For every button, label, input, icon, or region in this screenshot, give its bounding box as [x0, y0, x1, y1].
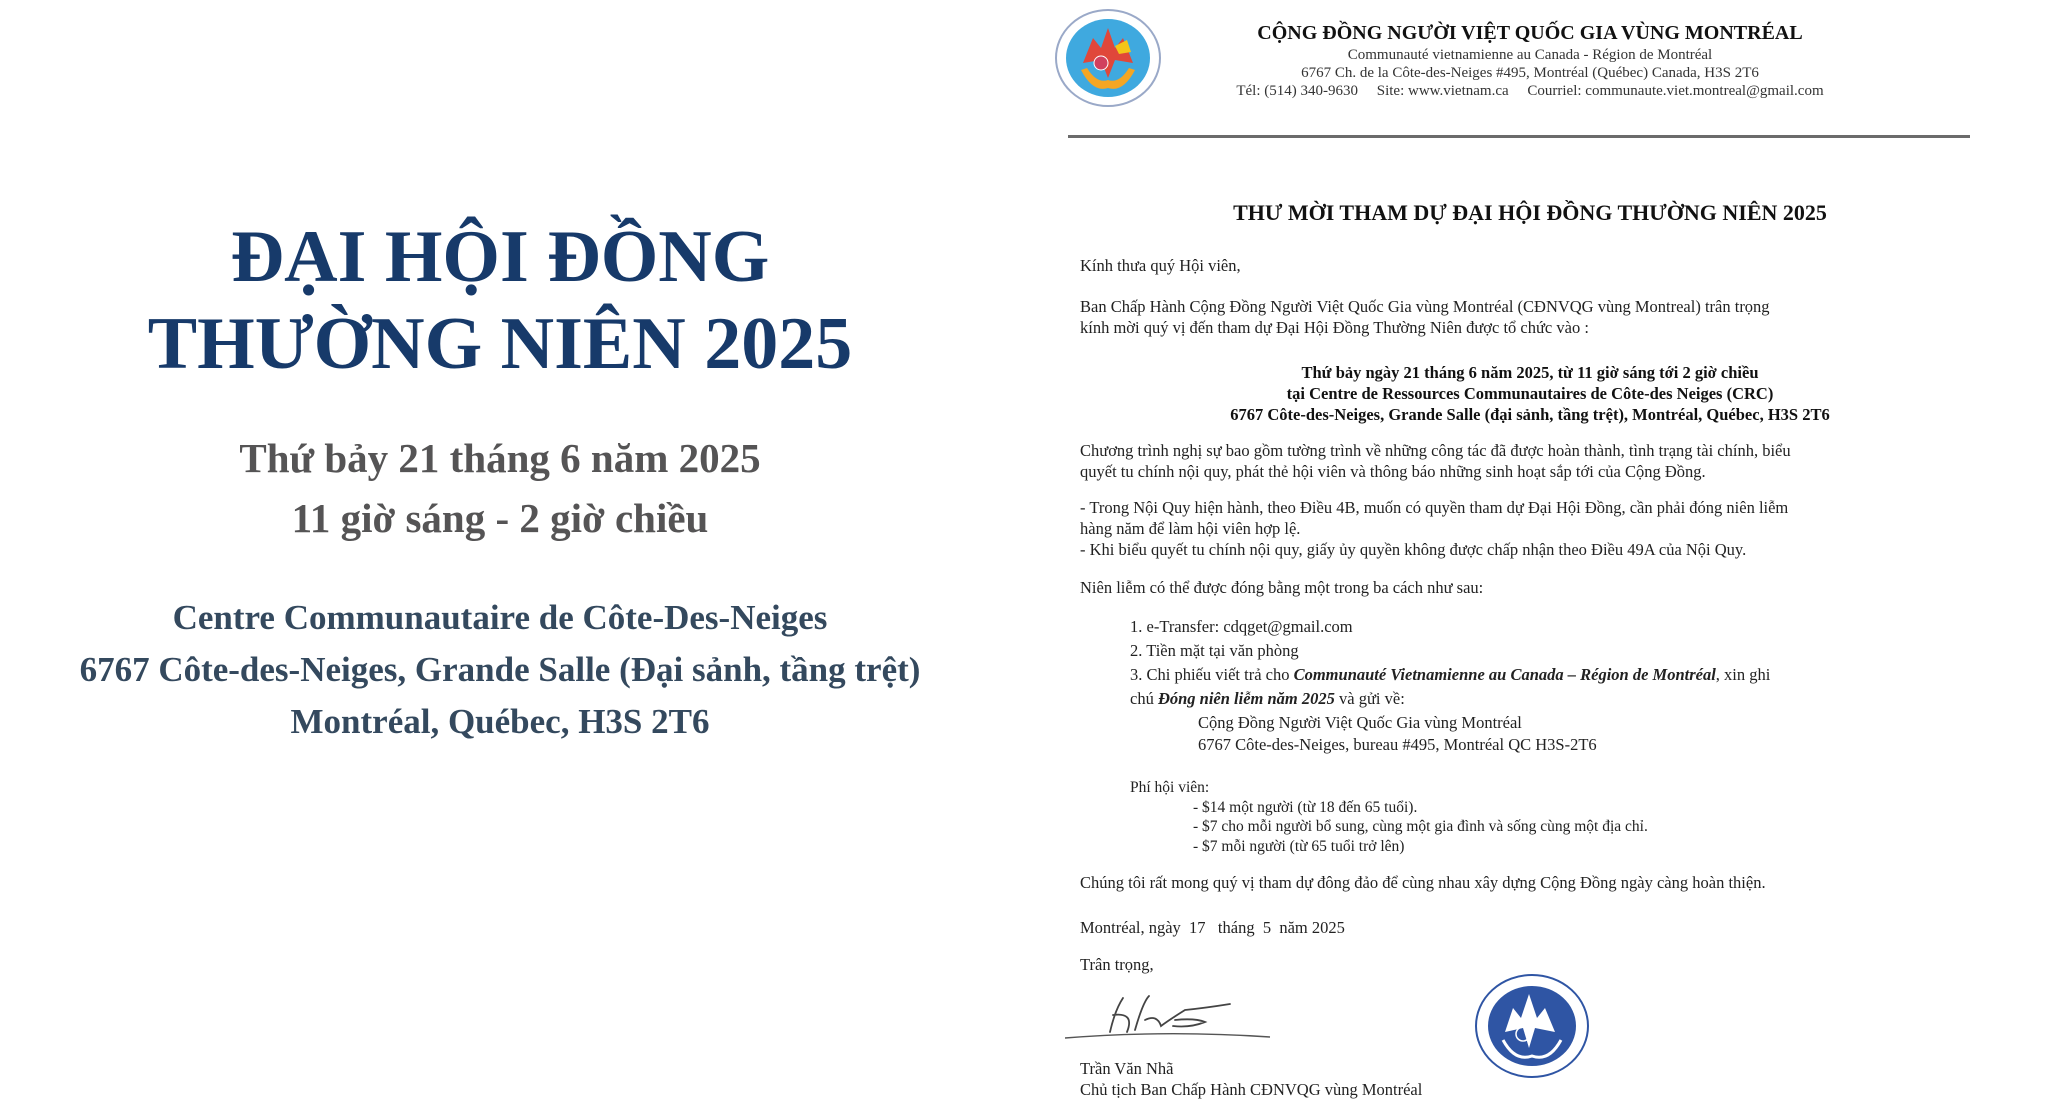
agenda-line: quyết tu chính nội quy, phát thẻ hội viên và thông báo những sinh hoạt sắp tới của Cộng Đồng.	[1080, 462, 1706, 481]
intro-line: Ban Chấp Hành Cộng Đồng Người Việt Quốc Gia vùng Montréal (CĐNVQG vùng Montreal) trân trọng	[1080, 297, 1770, 316]
payment-method-etransfer: 1. e-Transfer: cdqget@gmail.com	[1130, 617, 1353, 636]
salutation: Kính thưa quý Hội viên,	[1080, 256, 1241, 275]
cheque-payee: Communauté Vietnamienne au Canada – Région de Montréal	[1293, 665, 1716, 684]
event-address: 6767 Côte-des-Neiges, Grande Salle (đại sảnh, tầng trệt), Montréal, Québec, H3S 2T6	[1230, 405, 1830, 424]
mailing-name: Cộng Đồng Người Việt Quốc Gia vùng Montréal	[1198, 713, 1522, 732]
mailing-street: 6767 Côte-des-Neiges, bureau #495, Montréal QC H3S-2T6	[1198, 735, 1597, 754]
fees-label: Phí hội viên:	[1130, 779, 1210, 796]
poster-title-line2: THƯỜNG NIÊN 2025	[147, 303, 853, 385]
closing-paragraph: Chúng tôi rất mong quý vị tham dự đông đảo để cùng nhau xây dựng Cộng Đồng ngày càng hoàn thiện.	[1080, 873, 1766, 892]
signature-icon	[1065, 990, 1285, 1045]
agenda-paragraph	[1080, 440, 1970, 482]
rule-line: - Khi biểu quyết tu chính nội quy, giấy ủy quyền không được chấp nhận theo Điều 49A của Nội Quy.	[1080, 540, 1747, 559]
signer-title: Chủ tịch Ban Chấp Hành CĐNVQG vùng Montréal	[1080, 1080, 1423, 1099]
poster-title-line1: ĐẠI HỘI ĐỒNG	[230, 216, 770, 298]
rule-line: - Trong Nội Quy hiện hành, theo Điều 4B, muốn có quyền tham dự Đại Hội Đồng, cần phải đóng niên liễm	[1080, 498, 1789, 517]
event-date-time: Thứ bảy ngày 21 tháng 6 năm 2025, từ 11 giờ sáng tới 2 giờ chiều	[1301, 363, 1759, 382]
signer-name: Trần Văn Nhã	[1080, 1059, 1174, 1078]
intro-line: kính mời quý vị đến tham dự Đại Hội Đồng Thường Niên được tổ chức vào :	[1080, 318, 1589, 337]
letter-date: Montréal, ngày 17 tháng 5 năm 2025	[1080, 918, 1345, 937]
payment-method-cheque: 3. Chi phiếu viết trả cho Communauté Vietnamienne au Canada – Région de Montréal, xin ghi	[1130, 665, 1771, 684]
payment-methods	[1080, 615, 1970, 711]
poster-date: Thứ bảy 21 tháng 6 năm 2025	[239, 435, 761, 481]
org-name: CỘNG ĐỒNG NGƯỜI VIỆT QUỐC GIA VÙNG MONTRÉAL	[1257, 22, 1803, 44]
letterhead-divider	[1068, 135, 1970, 138]
cheque-memo: Đóng niên liễm năm 2025	[1157, 689, 1335, 708]
event-details	[1080, 362, 1980, 425]
org-name-french: Communauté vietnamienne au Canada - Région de Montréal	[1347, 47, 1713, 63]
fee-item: - $7 cho mỗi người bổ sung, cùng một gia đình và sống cùng một địa chỉ.	[1193, 818, 1648, 835]
official-stamp-icon	[1473, 972, 1591, 1080]
payment-intro: Niên liễm có thể được đóng bằng một trong ba cách như sau:	[1080, 578, 1484, 597]
poster-time: 11 giờ sáng - 2 giờ chiều	[291, 495, 709, 541]
fee-item: - $7 mỗi người (từ 65 tuổi trở lên)	[1193, 837, 1405, 855]
org-contact: Tél: (514) 340-9630 Site: www.vietnam.ca Courriel: communaute.viet.montreal@gmail.com	[1236, 83, 1824, 99]
fee-item: - $14 một người (từ 18 đến 65 tuổi).	[1193, 798, 1418, 816]
org-address: 6767 Ch. de la Côte-des-Neiges #495, Montréal (Québec) Canada, H3S 2T6	[1301, 65, 1759, 81]
regards: Trân trọng,	[1080, 955, 1154, 974]
rule-line: hàng năm để làm hội viên hợp lệ.	[1080, 519, 1301, 538]
rules-paragraph	[1080, 497, 1970, 560]
mailing-address	[1080, 712, 1970, 756]
poster-venue-name: Centre Communautaire de Côte-Des-Neiges	[172, 598, 828, 637]
poster-venue-city: Montréal, Québec, H3S 2T6	[290, 702, 710, 741]
payment-method-cash: 2. Tiền mặt tại văn phòng	[1130, 641, 1299, 660]
event-venue: tại Centre de Ressources Communautaires de Côte-des Neiges (CRC)	[1286, 384, 1774, 403]
agenda-line: Chương trình nghị sự bao gồm tường trình về những công tác đã được hoàn thành, tình trạng tài chính, biểu	[1080, 441, 1791, 460]
letter-title: THƯ MỜI THAM DỰ ĐẠI HỘI ĐỒNG THƯỜNG NIÊN 2025	[1233, 200, 1827, 225]
intro-paragraph	[1080, 296, 1970, 338]
poster-venue-address: 6767 Côte-des-Neiges, Grande Salle (Đại sảnh, tầng trệt)	[79, 650, 921, 689]
membership-fees	[1080, 778, 1970, 856]
payment-method-cheque-memo: chú Đóng niên liễm năm 2025 và gửi về:	[1130, 689, 1405, 708]
